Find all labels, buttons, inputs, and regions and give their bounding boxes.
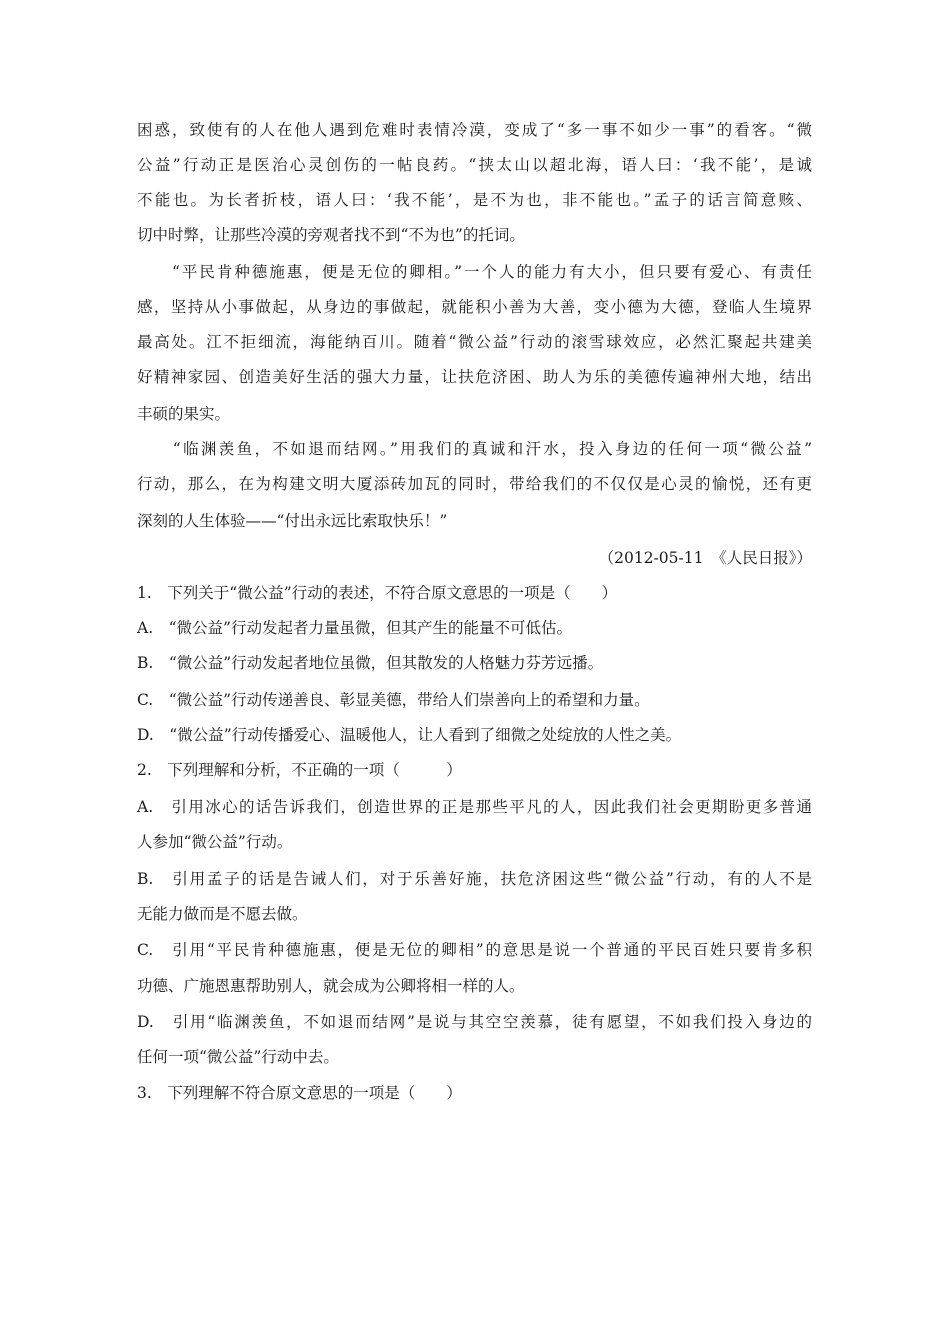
question-1: 1. 下列关于“微公益”行动的表述，不符合原文意思的一项是（ ） <box>137 584 618 602</box>
question-1-option-b: B. “微公益”行动发起者地位虽微，但其散发的人格魅力芬芳远播。 <box>137 654 604 672</box>
passage-line: 公益”行动正是医治心灵创伤的一帖良药。“挟太山以超北海，语人曰：‘我不能’，是诚 <box>137 156 812 174</box>
passage-line: 切中时弊，让那些冷漠的旁观者找不到“不为也”的托词。 <box>137 226 525 244</box>
passage-line: 行动，那么，在为构建文明大厦添砖加瓦的同时，带给我们的不仅仅是心灵的愉悦，还有更 <box>137 475 812 493</box>
question-2-option-b-cont: 无能力做而是不愿去做。 <box>137 905 308 923</box>
question-2-option-d-cont: 任何一项“微公益”行动中去。 <box>137 1048 339 1066</box>
passage-source: （2012-05-11 《人民日报》） <box>598 549 812 567</box>
passage-line: “临渊羡鱼，不如退而结网。”用我们的真诚和汗水，投入身边的任何一项“微公益” <box>137 440 812 458</box>
question-2-option-c: C. 引用“平民肯种德施惠，便是无位的卿相”的意思是说一个普通的平民百姓只要肯多积 <box>137 941 812 959</box>
question-2-option-a-cont: 人参加“微公益”行动。 <box>137 833 293 851</box>
passage-line: 不能也。为长者折枝，语人曰：‘我不能’，是不为也，非不能也。”孟子的话言简意赅、 <box>137 191 812 209</box>
question-2-option-d: D. 引用“临渊羡鱼，不如退而结网”是说与其空空羡慕，徒有愿望，不如我们投入身边的 <box>137 1013 812 1031</box>
question-2-option-c-cont: 功德、广施恩惠帮助别人，就会成为公卿将相一样的人。 <box>137 977 525 995</box>
passage-line: 困惑，致使有的人在他人遇到危难时表情冷漠，变成了“多一事不如少一事”的看客。“微 <box>137 121 812 139</box>
question-1-option-c: C. “微公益”行动传递善良、彰显美德，带给人们崇善向上的希望和力量。 <box>137 691 650 709</box>
passage-line: 感，坚持从小事做起，从身边的事做起，就能积小善为大善，变小德为大德，登临人生境界 <box>137 298 812 316</box>
passage-line: “平民肯种德施惠，便是无位的卿相。”一个人的能力有大小，但只要有爱心、有责任 <box>137 263 812 281</box>
passage-line: 深刻的人生体验——“付出永远比索取快乐！” <box>137 512 448 530</box>
question-2-option-b: B. 引用孟子的话是告诫人们，对于乐善好施，扶危济困这些“微公益”行动，有的人不是 <box>137 870 812 888</box>
passage-line: 好精神家园、创造美好生活的强大力量，让扶危济困、助人为乐的美德传遍神州大地，结出 <box>137 368 812 386</box>
question-3: 3. 下列理解不符合原文意思的一项是（ ） <box>137 1084 462 1102</box>
passage-line: 最高处。江不拒细流，海能纳百川。随着“微公益”行动的滚雪球效应，必然汇聚起共建美 <box>137 333 812 351</box>
passage-line: 丰硕的果实。 <box>137 405 231 423</box>
question-1-option-d: D. “微公益”行动传播爱心、温暖他人，让人看到了细微之处绽放的人性之美。 <box>137 726 682 744</box>
question-1-option-a: A. “微公益”行动发起者力量虽微，但其产生的能量不可低估。 <box>137 619 572 637</box>
question-2-option-a: A. 引用冰心的话告诉我们，创造世界的正是那些平凡的人，因此我们社会更期盼更多普通 <box>137 798 812 816</box>
question-2: 2. 下列理解和分析，不正确的一项（ ） <box>137 761 462 779</box>
